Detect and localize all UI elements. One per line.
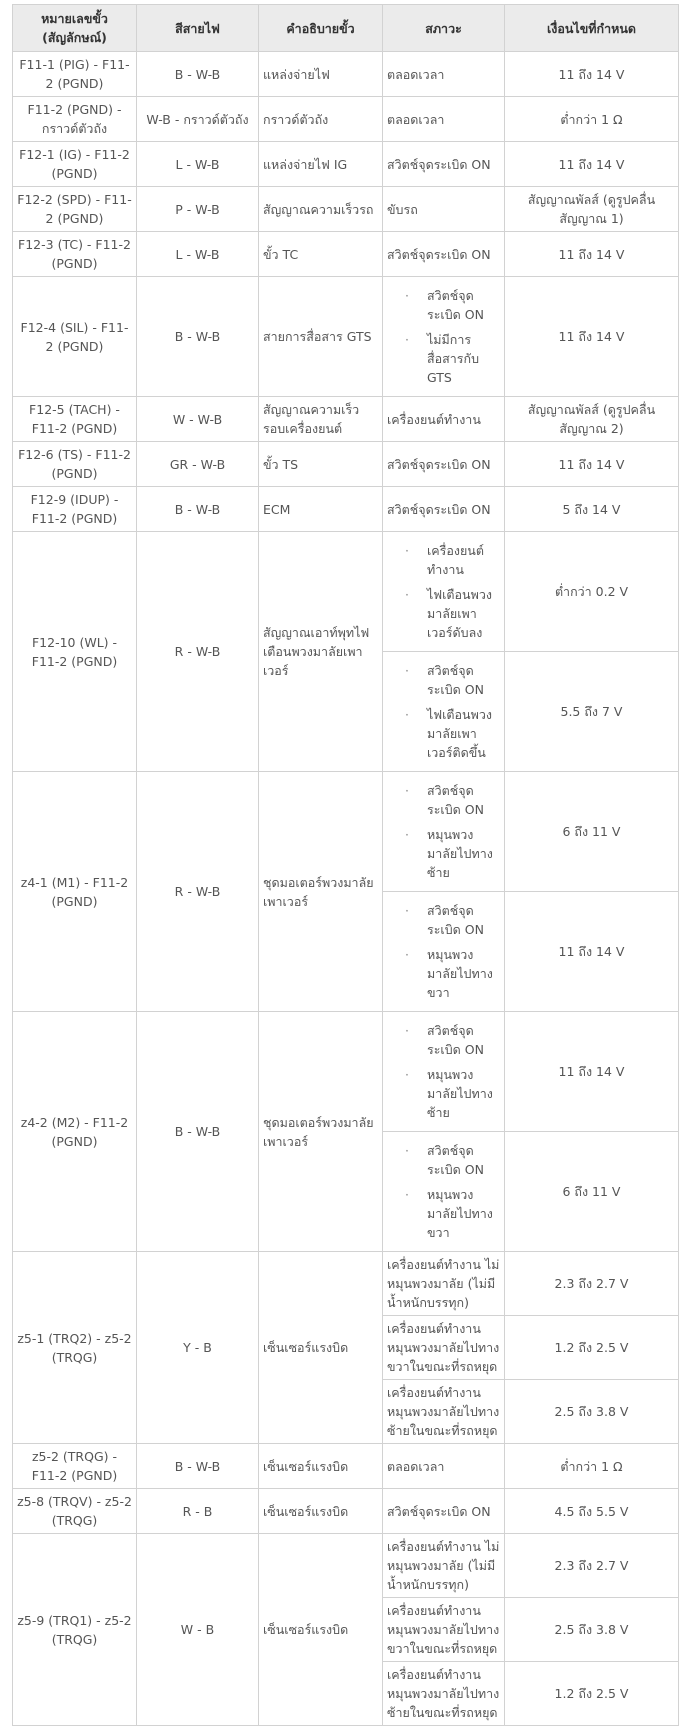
- terminal-spec-table: [12, 4, 679, 1726]
- table-row: [13, 97, 679, 142]
- terminal-cell: F11-2 (PGND) - กราวด์ตัวถัง: [13, 97, 137, 142]
- terminal-cell: F12-6 (TS) - F11-2 (PGND): [13, 442, 137, 487]
- wire-color-cell: B - W-B: [137, 487, 259, 532]
- header-wire-color: สีสายไฟ: [137, 5, 259, 52]
- description-cell: สัญญาณความเร็วรอบเครื่องยนต์: [259, 397, 383, 442]
- spec-cell: 11 ถึง 14 V: [505, 277, 679, 397]
- terminal-cell: z4-2 (M2) - F11-2 (PGND): [13, 1012, 137, 1252]
- table-row: [13, 1489, 679, 1534]
- spec-cell: 11 ถึง 14 V: [505, 892, 679, 1012]
- condition-cell: [383, 772, 505, 892]
- description-cell: เซ็นเซอร์แรงบิด: [259, 1489, 383, 1534]
- condition-cell: เครื่องยนต์ทำงาน หมุนพวงมาลัยไปทางซ้ายในขณะที่รถหยุด: [383, 1662, 505, 1726]
- table-row: [13, 1444, 679, 1489]
- spec-cell: 1.2 ถึง 2.5 V: [505, 1662, 679, 1726]
- spec-cell: 2.3 ถึง 2.7 V: [505, 1534, 679, 1598]
- table-row: [13, 487, 679, 532]
- table-row: [13, 232, 679, 277]
- description-cell: สายการสื่อสาร GTS: [259, 277, 383, 397]
- spec-cell: 6 ถึง 11 V: [505, 772, 679, 892]
- condition-item: · หมุนพวงมาลัยไปทางขวา: [405, 945, 500, 1002]
- spec-cell: ต่ำกว่า 1 Ω: [505, 97, 679, 142]
- condition-cell: [383, 892, 505, 1012]
- wire-color-cell: R - W-B: [137, 772, 259, 1012]
- condition-item: · หมุนพวงมาลัยไปทางซ้าย: [405, 1065, 500, 1122]
- spec-cell: 11 ถึง 14 V: [505, 142, 679, 187]
- wire-color-cell: Y - B: [137, 1252, 259, 1444]
- terminal-cell: z4-1 (M1) - F11-2 (PGND): [13, 772, 137, 1012]
- description-cell: ECM: [259, 487, 383, 532]
- condition-cell: [383, 1012, 505, 1132]
- description-cell: ขั้ว TS: [259, 442, 383, 487]
- spec-cell: 6 ถึง 11 V: [505, 1132, 679, 1252]
- spec-cell: 2.3 ถึง 2.7 V: [505, 1252, 679, 1316]
- description-cell: สัญญาณเอาท์พุทไฟเตือนพวงมาลัยเพาเวอร์: [259, 532, 383, 772]
- terminal-cell: F11-1 (PIG) - F11-2 (PGND): [13, 52, 137, 97]
- terminal-cell: F12-4 (SIL) - F11-2 (PGND): [13, 277, 137, 397]
- table-row: [13, 52, 679, 97]
- terminal-cell: F12-10 (WL) - F11-2 (PGND): [13, 532, 137, 772]
- spec-cell: ต่ำกว่า 0.2 V: [505, 532, 679, 652]
- condition-item: · สวิตช์จุดระเบิด ON: [405, 1141, 500, 1179]
- spec-cell: 11 ถึง 14 V: [505, 52, 679, 97]
- header-row: [13, 5, 679, 52]
- terminal-cell: z5-2 (TRQG) - F11-2 (PGND): [13, 1444, 137, 1489]
- condition-item: · สวิตช์จุดระเบิด ON: [405, 781, 500, 819]
- condition-list: [387, 781, 500, 882]
- wire-color-cell: B - W-B: [137, 1444, 259, 1489]
- description-cell: สัญญาณความเร็วรถ: [259, 187, 383, 232]
- condition-list: [387, 901, 500, 1002]
- condition-cell: เครื่องยนต์ทำงาน หมุนพวงมาลัยไปทางขวาในขณะที่รถหยุด: [383, 1598, 505, 1662]
- condition-item: · ไฟเตือนพวงมาลัยเพาเวอร์ติดขึ้น: [405, 705, 500, 762]
- table-row: [13, 187, 679, 232]
- condition-cell: เครื่องยนต์ทำงาน ไม่หมุนพวงมาลัย (ไม่มีน้ำหนักบรรทุก): [383, 1534, 505, 1598]
- header-terminal: หมายเลขขั้ว (สัญลักษณ์): [13, 5, 137, 52]
- spec-cell: ต่ำกว่า 1 Ω: [505, 1444, 679, 1489]
- condition-item: · หมุนพวงมาลัยไปทางซ้าย: [405, 825, 500, 882]
- spec-cell: 11 ถึง 14 V: [505, 442, 679, 487]
- wire-color-cell: R - W-B: [137, 532, 259, 772]
- condition-cell: ตลอดเวลา: [383, 52, 505, 97]
- description-cell: แหล่งจ่ายไฟ: [259, 52, 383, 97]
- description-cell: แหล่งจ่ายไฟ IG: [259, 142, 383, 187]
- condition-cell: เครื่องยนต์ทำงาน ไม่หมุนพวงมาลัย (ไม่มีน้ำหนักบรรทุก): [383, 1252, 505, 1316]
- condition-item: · ไฟเตือนพวงมาลัยเพาเวอร์ดับลง: [405, 585, 500, 642]
- condition-cell: [383, 1132, 505, 1252]
- condition-cell: [383, 532, 505, 652]
- description-cell: ชุดมอเตอร์พวงมาลัยเพาเวอร์: [259, 772, 383, 1012]
- terminal-cell: F12-2 (SPD) - F11-2 (PGND): [13, 187, 137, 232]
- wire-color-cell: B - W-B: [137, 52, 259, 97]
- condition-cell: สวิตช์จุดระเบิด ON: [383, 1489, 505, 1534]
- condition-cell: ตลอดเวลา: [383, 1444, 505, 1489]
- description-cell: เซ็นเซอร์แรงบิด: [259, 1534, 383, 1726]
- header-spec: เงื่อนไขที่กำหนด: [505, 5, 679, 52]
- condition-cell: ขับรถ: [383, 187, 505, 232]
- terminal-spec-table-container: [12, 4, 678, 1726]
- spec-cell: 5 ถึง 14 V: [505, 487, 679, 532]
- condition-item: · สวิตช์จุดระเบิด ON: [405, 286, 500, 324]
- wire-color-cell: B - W-B: [137, 277, 259, 397]
- spec-cell: 1.2 ถึง 2.5 V: [505, 1316, 679, 1380]
- condition-item: · ไม่มีการสื่อสารกับ GTS: [405, 330, 500, 387]
- header-condition: สภาวะ: [383, 5, 505, 52]
- condition-cell: สวิตช์จุดระเบิด ON: [383, 487, 505, 532]
- terminal-cell: F12-9 (IDUP) - F11-2 (PGND): [13, 487, 137, 532]
- table-row: [13, 1534, 679, 1598]
- table-row: [13, 277, 679, 397]
- condition-item: · เครื่องยนต์ทำงาน: [405, 541, 500, 579]
- condition-cell: สวิตช์จุดระเบิด ON: [383, 142, 505, 187]
- condition-list: [387, 286, 500, 387]
- table-row: [13, 397, 679, 442]
- wire-color-cell: B - W-B: [137, 1012, 259, 1252]
- condition-cell: เครื่องยนต์ทำงาน: [383, 397, 505, 442]
- terminal-cell: F12-1 (IG) - F11-2 (PGND): [13, 142, 137, 187]
- condition-list: [387, 661, 500, 762]
- condition-cell: ตลอดเวลา: [383, 97, 505, 142]
- condition-list: [387, 1021, 500, 1122]
- header-description: คำอธิบายขั้ว: [259, 5, 383, 52]
- wire-color-cell: W - B: [137, 1534, 259, 1726]
- wire-color-cell: GR - W-B: [137, 442, 259, 487]
- spec-cell: 5.5 ถึง 7 V: [505, 652, 679, 772]
- condition-item: · สวิตช์จุดระเบิด ON: [405, 1021, 500, 1059]
- description-cell: เซ็นเซอร์แรงบิด: [259, 1444, 383, 1489]
- wire-color-cell: W - W-B: [137, 397, 259, 442]
- condition-cell: สวิตช์จุดระเบิด ON: [383, 442, 505, 487]
- spec-cell: 2.5 ถึง 3.8 V: [505, 1380, 679, 1444]
- condition-list: [387, 1141, 500, 1242]
- condition-cell: [383, 652, 505, 772]
- spec-cell: สัญญาณพัลส์ (ดูรูปคลื่นสัญญาณ 1): [505, 187, 679, 232]
- spec-cell: สัญญาณพัลส์ (ดูรูปคลื่นสัญญาณ 2): [505, 397, 679, 442]
- spec-cell: 11 ถึง 14 V: [505, 1012, 679, 1132]
- condition-cell: [383, 277, 505, 397]
- terminal-cell: z5-1 (TRQ2) - z5-2 (TRQG): [13, 1252, 137, 1444]
- table-row: [13, 442, 679, 487]
- table-row: [13, 532, 679, 652]
- terminal-cell: F12-3 (TC) - F11-2 (PGND): [13, 232, 137, 277]
- condition-list: [387, 541, 500, 642]
- condition-item: · สวิตช์จุดระเบิด ON: [405, 661, 500, 699]
- table-row: [13, 1252, 679, 1316]
- spec-cell: 4.5 ถึง 5.5 V: [505, 1489, 679, 1534]
- terminal-cell: F12-5 (TACH) - F11-2 (PGND): [13, 397, 137, 442]
- table-row: [13, 1012, 679, 1132]
- table-row: [13, 142, 679, 187]
- condition-cell: สวิตช์จุดระเบิด ON: [383, 232, 505, 277]
- spec-cell: 2.5 ถึง 3.8 V: [505, 1598, 679, 1662]
- condition-item: · หมุนพวงมาลัยไปทางขวา: [405, 1185, 500, 1242]
- condition-item: · สวิตช์จุดระเบิด ON: [405, 901, 500, 939]
- wire-color-cell: L - W-B: [137, 232, 259, 277]
- spec-cell: 11 ถึง 14 V: [505, 232, 679, 277]
- description-cell: เซ็นเซอร์แรงบิด: [259, 1252, 383, 1444]
- wire-color-cell: W-B - กราวด์ตัวถัง: [137, 97, 259, 142]
- condition-cell: เครื่องยนต์ทำงาน หมุนพวงมาลัยไปทางซ้ายในขณะที่รถหยุด: [383, 1380, 505, 1444]
- terminal-cell: z5-8 (TRQV) - z5-2 (TRQG): [13, 1489, 137, 1534]
- table-row: [13, 772, 679, 892]
- wire-color-cell: L - W-B: [137, 142, 259, 187]
- wire-color-cell: P - W-B: [137, 187, 259, 232]
- description-cell: ขั้ว TC: [259, 232, 383, 277]
- description-cell: กราวด์ตัวถัง: [259, 97, 383, 142]
- wire-color-cell: R - B: [137, 1489, 259, 1534]
- terminal-cell: z5-9 (TRQ1) - z5-2 (TRQG): [13, 1534, 137, 1726]
- description-cell: ชุดมอเตอร์พวงมาลัยเพาเวอร์: [259, 1012, 383, 1252]
- condition-cell: เครื่องยนต์ทำงาน หมุนพวงมาลัยไปทางขวาในขณะที่รถหยุด: [383, 1316, 505, 1380]
